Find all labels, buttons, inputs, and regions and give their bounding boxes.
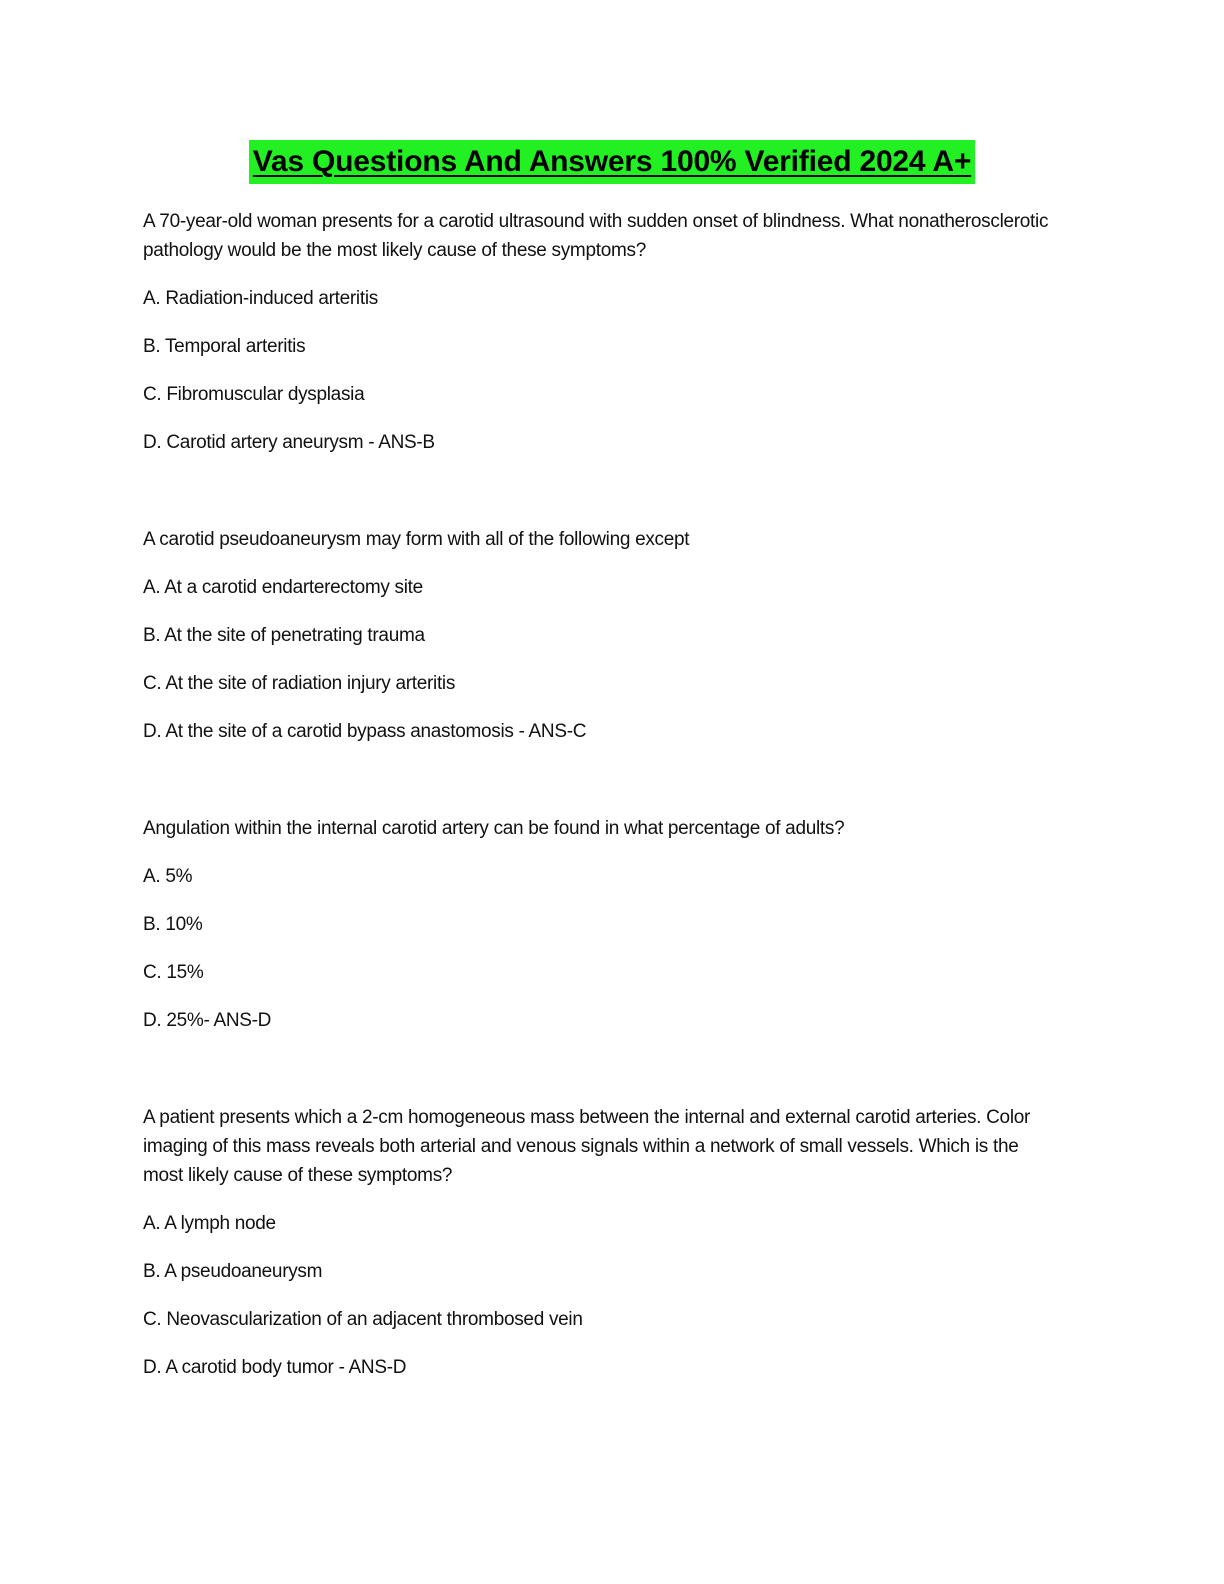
answer-option-b: B. 10% bbox=[143, 914, 203, 935]
answer-option-a: A. 5% bbox=[143, 866, 193, 887]
answer-option-a: A. A lymph node bbox=[143, 1213, 276, 1234]
answer-option-b: B. A pseudoaneurysm bbox=[143, 1261, 323, 1282]
question-block-1 bbox=[143, 207, 1063, 457]
question-block-2 bbox=[143, 525, 1063, 746]
question-block-4 bbox=[143, 1103, 1063, 1382]
answer-option-b: B. At the site of penetrating trauma bbox=[143, 625, 425, 646]
answer-option-c: C. Neovascularization of an adjacent thrombosed vein bbox=[143, 1309, 583, 1330]
answer-option-b: B. Temporal arteritis bbox=[143, 336, 306, 357]
answer-option-d: D. At the site of a carotid bypass anastomosis - ANS-C bbox=[143, 721, 587, 742]
answer-option-c: C. 15% bbox=[143, 962, 204, 983]
title-container bbox=[0, 140, 1224, 184]
question-text: A carotid pseudoaneurysm may form with all of the following except bbox=[143, 529, 690, 550]
document-title: Vas Questions And Answers 100% Verified 2024 A+ bbox=[249, 140, 975, 184]
question-block-3 bbox=[143, 814, 1063, 1035]
answer-option-c: C. Fibromuscular dysplasia bbox=[143, 384, 365, 405]
answer-option-c: C. At the site of radiation injury arteritis bbox=[143, 673, 456, 694]
answer-option-d: D. Carotid artery aneurysm - ANS-B bbox=[143, 432, 435, 453]
answer-option-d: D. A carotid body tumor - ANS-D bbox=[143, 1357, 407, 1378]
answer-option-a: A. Radiation-induced arteritis bbox=[143, 288, 378, 309]
question-text: A 70-year-old woman presents for a carotid ultrasound with sudden onset of blindness. What nonatherosclerotic pathology would be the most likely cause of these symptoms? bbox=[143, 211, 1049, 261]
questions-list bbox=[143, 207, 1063, 1382]
answer-option-d: D. 25%- ANS-D bbox=[143, 1010, 272, 1031]
question-text: A patient presents which a 2-cm homogeneous mass between the internal and external carotid arteries. Color imaging of this mass reveals both arterial and venous signals within a network of small vessels. Which is the most likely cause of these symptoms? bbox=[143, 1107, 1031, 1186]
answer-option-a: A. At a carotid endarterectomy site bbox=[143, 577, 423, 598]
question-text: Angulation within the internal carotid artery can be found in what percentage of adults? bbox=[143, 818, 845, 839]
